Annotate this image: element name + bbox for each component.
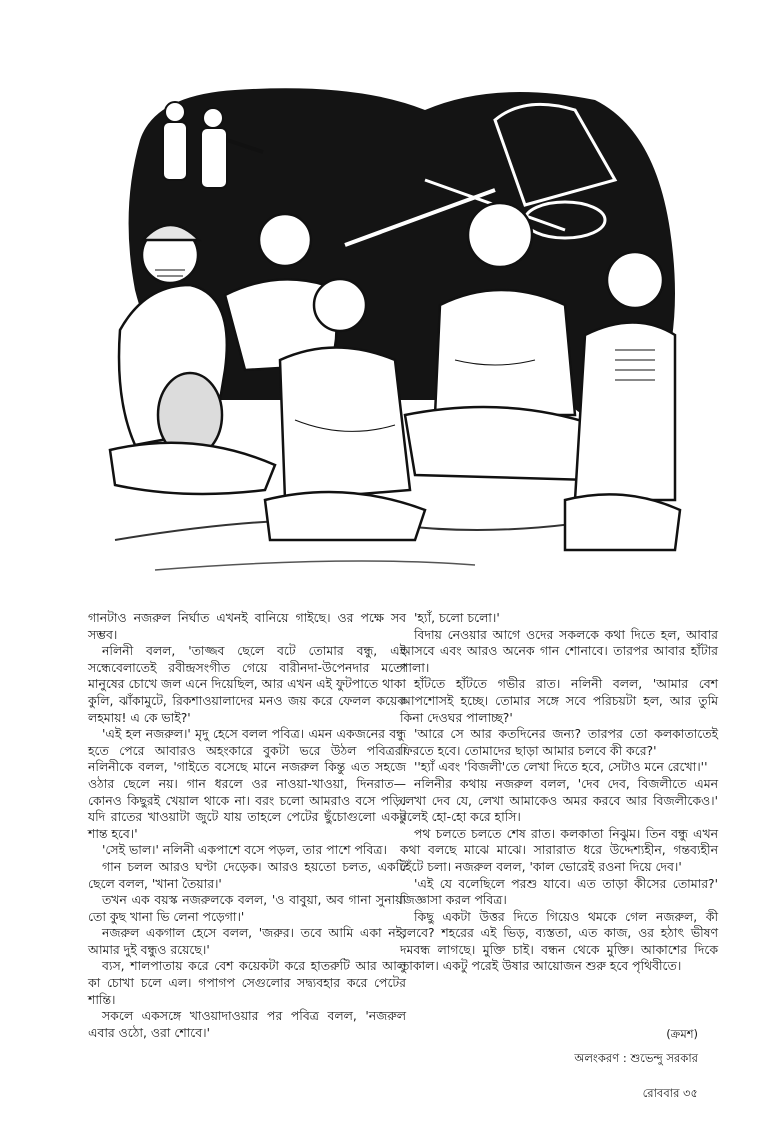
paragraph: ''হ্যাঁ এবং 'বিজলী'তে লেখা দিতে হবে, সেটাও মনে রেখো।'' [414,759,708,775]
paragraph: 'এই হল নজরুল।' মৃদু হেসে বলল পবিত্র। এমন একজনের বন্ধু হতে পেরে আবারও অহংকারে বুকটা ভরে উঠল পবিত্রর। নলিনীকে বলল, 'গাইতে বসেছে মানে নজরুল কিন্তু এত সহজে ওঠার ছেলে নয়। গান ধরলে ওর নাওয়া-খাওয়া, দিনরাত— কোনও কিছুরই খেয়াল থাকে না। বরং চলো আমরাও বসে পড়ি। যদি রাতের খাওয়াটা জুটে যায় তাহলে পেটের ছুঁচোগুলো একটু শান্ত হবে।' [88,726,406,841]
page-folio: রোববার ৩৫ [642,1086,698,1100]
paragraph: ব্যস, শালপাতায় করে বেশ কয়েকটা করে হাতরুটি আর আলু কা চোখা চলে এল। গপাগপ সেগুলোর সদ্ব্যবহার করে পেটের শান্তি। [88,958,406,1007]
left-column [88,610,406,1041]
paragraph: কিছু একটা উত্তর দিতে গিয়েও থমকে গেল নজরুল, কী বলবে? শহরের এই ভিড়, ব্যস্ততা, এত কাজ, ওর হঠাৎ ভীষণ দমবন্ধ লাগছে। মুক্তি চাই। বন্ধন থেকে মুক্তি। আকাশের দিকে তাকাল। একটু পরেই উষার আয়োজন শুরু হবে পৃথিবীতে। [400,908,718,974]
paragraph: গান চলল আরও ঘণ্টা দেড়েক। আরও হয়তো চলত, একটি ছেলে বলল, 'খানা তৈয়ার।' [88,858,406,891]
paragraph: 'হ্যাঁ, চলো চলো।' [414,610,500,625]
paragraph: নজরুল একগাল হেসে বলল, 'জরুর। তবে আমি একা নই, আমার দুই বন্ধুও রয়েছে।' [88,925,406,957]
paragraph: বিদায় নেওয়ার আগে ওদের সকলকে কথা দিতে হল, আবার আসবে এবং আরও অনেক গান শোনাবে। তারপর আবার হাঁটার পালা। [400,626,718,675]
illustration-art [95,70,685,590]
paragraph: হাঁটতে হাঁটতে গভীর রাত। নলিনী বলল, 'আমার বেশ আপশোসই হচ্ছে। তোমার সঙ্গে সবে পরিচয়টা হল, আর তুমি কিনা দেওঘর পালাচ্ছ?' [400,676,718,725]
paragraph: সকলে একসঙ্গে খাওয়াদাওয়ার পর পবিত্র বলল, 'নজরুল এবার ওঠো, ওরা শোবে।' [88,1008,406,1040]
story-illustration [95,70,685,590]
paragraph: নলিনীর কথায় নজরুল বলল, 'দেব দেব, বিজলীতে এমন লেখা দেব যে, লেখা আমাকেও অমর করবে আর বিজলীকেও।' বলেই হো-হো করে হাসি। [400,775,718,825]
paragraph: 'এই যে বলেছিলে পরশু যাবে। এত তাড়া কীসের তোমার?' জিজ্ঞাসা করল পবিত্র। [400,875,718,908]
paragraph: 'সেই ভাল।' নলিনী একপাশে বসে পড়ল, তার পাশে পবিত্র। [102,842,387,858]
right-column [400,610,718,975]
paragraph: গানটাও নজরুল নির্ঘাত এখনই বানিয়ে গাইছে। ওর পক্ষে সব সম্ভব। [88,610,406,642]
paragraph: নলিনী বলল, 'তাজ্জব ছেলে বটে তোমার বন্ধু, এই সন্ধেবেলাতেই রবীন্দ্রসংগীত গেয়ে বারীনদা-উপেনদার মতো মানুষের চোখে জল এনে দিয়েছিল, আর এখন এই ফুটপাতে থাকা কুলি, ঝাঁকামুটে, রিকশাওয়ালাদের মনও জয় করে ফেলল কয়েক লহমায়! এ কে ভাই?' [88,643,406,725]
paragraph: তখন এক বয়স্ক নজরুলকে বলল, 'ও বাবুয়া, অব গানা সুনায়া তো কুছ খানা ভি লেনা পড়েগা।' [88,892,406,924]
paragraph: 'আরে সে আর কতদিনের জন্য? তারপর তো কলকাতাতেই ফিরতে হবে। তোমাদের ছাড়া আমার চলবে কী করে?' [400,726,718,758]
continued-note: (ক্রমশ) [666,1027,698,1041]
illustration-credit: অলংকরণ : শুভেন্দু সরকার [574,1051,698,1065]
paragraph: পথ চলতে চলতে শেষ রাত। কলকাতা নিঝুম। তিন বন্ধু এখন কথা বলছে মাঝে মাঝে। সারারাত ধরে উদ্দেশ্যহীন, গন্তব্যহীন হেঁটে চলা। নজরুল বলল, 'কাল ভোরেই রওনা দিয়ে দেব।' [400,825,718,874]
